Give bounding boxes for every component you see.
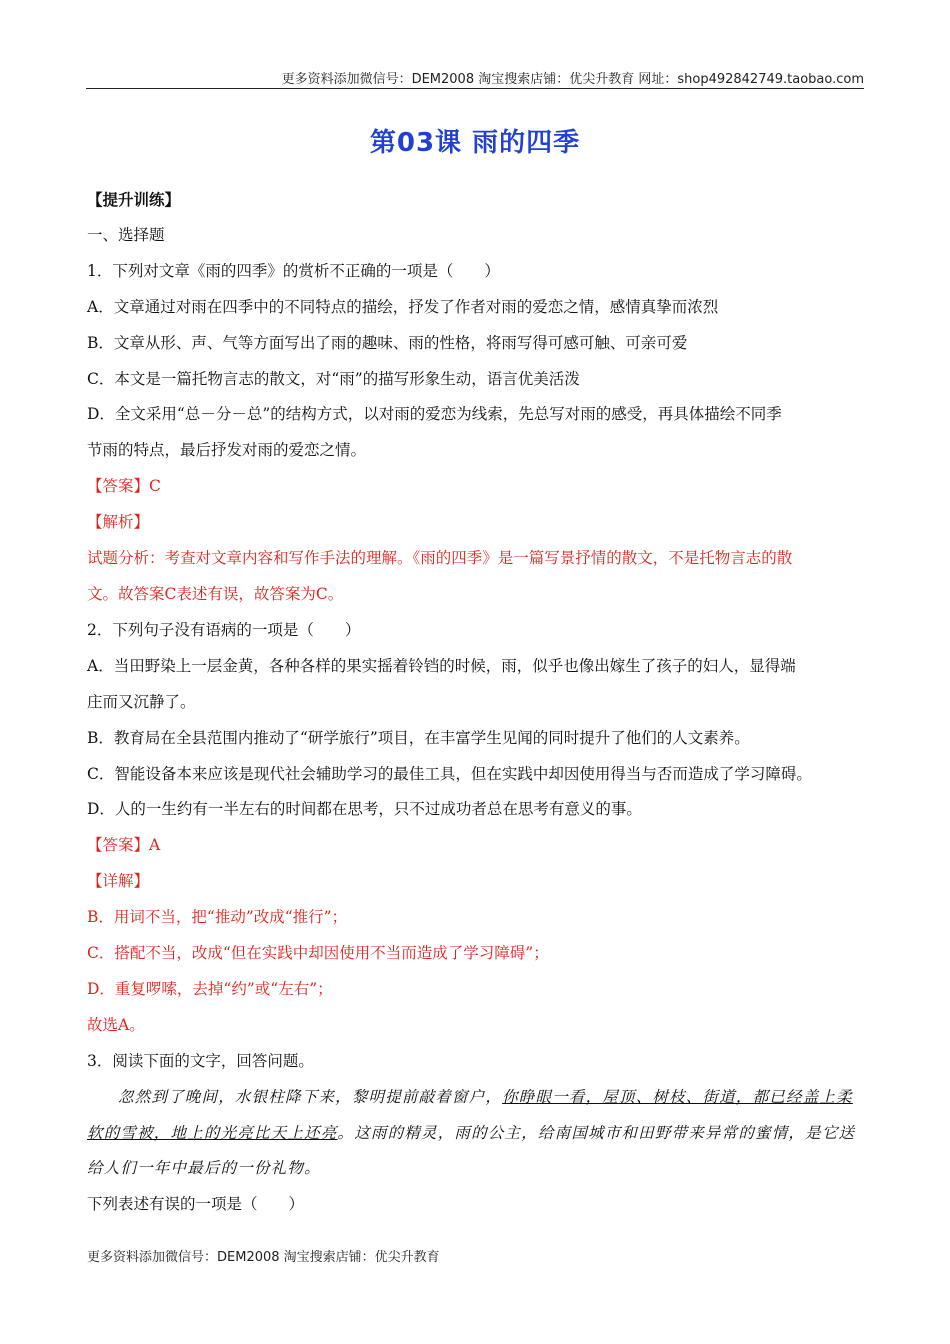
q1-analysis-line-2: 文。故答案C表述有误，故答案为C。 bbox=[87, 584, 344, 603]
q1-answer: 【答案】C bbox=[87, 477, 161, 496]
q1-option-a: A．文章通过对雨在四季中的不同特点的描绘，抒发了作者对雨的爱恋之情，感情真挚而浓烈 bbox=[87, 297, 719, 316]
q2-stem: 2．下列句子没有语病的一项是（ ） bbox=[87, 620, 361, 639]
q2-detail-d: D．重复啰嗦，去掉“约”或“左右”； bbox=[87, 979, 333, 998]
q1-option-d-cont: 节雨的特点，最后抒发对雨的爱恋之情。 bbox=[87, 441, 367, 460]
header-divider bbox=[86, 88, 864, 89]
q3-passage-text: 。这雨的精灵，雨的公主，给南国城市和田野带来异常的蜜情，是它送 bbox=[337, 1123, 856, 1142]
page-footer: 更多资料添加微信号：DEM2008 淘宝搜索店铺：优尖升教育 bbox=[87, 1250, 440, 1265]
q2-detail-c: C．搭配不当，改成“但在实践中却因使用不当而造成了学习障碍”； bbox=[87, 944, 549, 963]
q3-passage-underlined: 软的雪被，地上的光亮比天上还亮 bbox=[87, 1123, 338, 1142]
q2-option-b: B．教育局在全县范围内推动了“研学旅行”项目，在丰富学生见闻的同时提升了他们的人文素养。 bbox=[87, 728, 750, 747]
q3-passage-line-3: 给人们一年中最后的一份礼物。 bbox=[87, 1159, 321, 1178]
q2-answer: 【答案】A bbox=[87, 836, 161, 855]
q1-option-d: D．全文采用“总－分－总”的结构方式，以对雨的爱恋为线索，先总写对雨的感受，再具体描绘不同季 bbox=[87, 405, 782, 424]
q1-stem: 1．下列对文章《雨的四季》的赏析不正确的一项是（ ） bbox=[87, 261, 500, 280]
q2-detail-label: 【详解】 bbox=[87, 872, 150, 891]
q2-detail-b: B．用词不当，把“推动”改成“推行”； bbox=[87, 908, 348, 927]
q1-option-b: B．文章从形、声、气等方面写出了雨的趣味、雨的性格，将雨写得可感可触、可亲可爱 bbox=[87, 333, 688, 352]
q3-passage-underlined: 你睁眼一看，屋顶、树枝、街道，都已经盖上柔 bbox=[502, 1087, 853, 1106]
q2-option-a: A．当田野染上一层金黄，各种各样的果实摇着铃铛的时候，雨，似乎也像出嫁生了孩子的妇人，显得端 bbox=[87, 656, 796, 675]
q1-analysis-line-1: 试题分析：考查对文章内容和写作手法的理解。《雨的四季》是一篇写景抒情的散文，不是托物言志的散 bbox=[87, 549, 793, 568]
q3-passage-line-1 bbox=[87, 1080, 867, 1116]
q2-option-a-cont: 庄而又沉静了。 bbox=[87, 692, 196, 711]
q1-analysis-label: 【解析】 bbox=[87, 513, 150, 532]
page-title: 第03课 雨的四季 bbox=[369, 128, 581, 158]
q3-passage-line-2 bbox=[87, 1116, 867, 1152]
part-heading: 一、选择题 bbox=[87, 225, 165, 244]
q3-stem: 3．阅读下面的文字，回答问题。 bbox=[87, 1051, 314, 1070]
section-heading: 【提升训练】 bbox=[87, 190, 181, 209]
q3-passage-text: 忽然到了晚间，水银柱降下来，黎明提前敲着窗户， bbox=[118, 1087, 503, 1106]
q2-conclusion: 故选A。 bbox=[87, 1015, 145, 1034]
q2-option-d: D．人的一生约有一半左右的时间都在思考，只不过成功者总在思考有意义的事。 bbox=[87, 800, 642, 819]
page-header: 更多资料添加微信号：DEM2008 淘宝搜索店铺：优尖升教育 网址：shop492842749.taobao.com bbox=[281, 72, 864, 87]
document-body bbox=[87, 182, 867, 1223]
q1-option-c: C．本文是一篇托物言志的散文，对“雨”的描写形象生动，语言优美活泼 bbox=[87, 369, 580, 388]
q2-option-c: C．智能设备本来应该是现代社会辅助学习的最佳工具，但在实践中却因使用得当与否而造成了学习障碍。 bbox=[87, 764, 812, 783]
q3-question: 下列表述有误的一项是（ ） bbox=[87, 1195, 305, 1214]
